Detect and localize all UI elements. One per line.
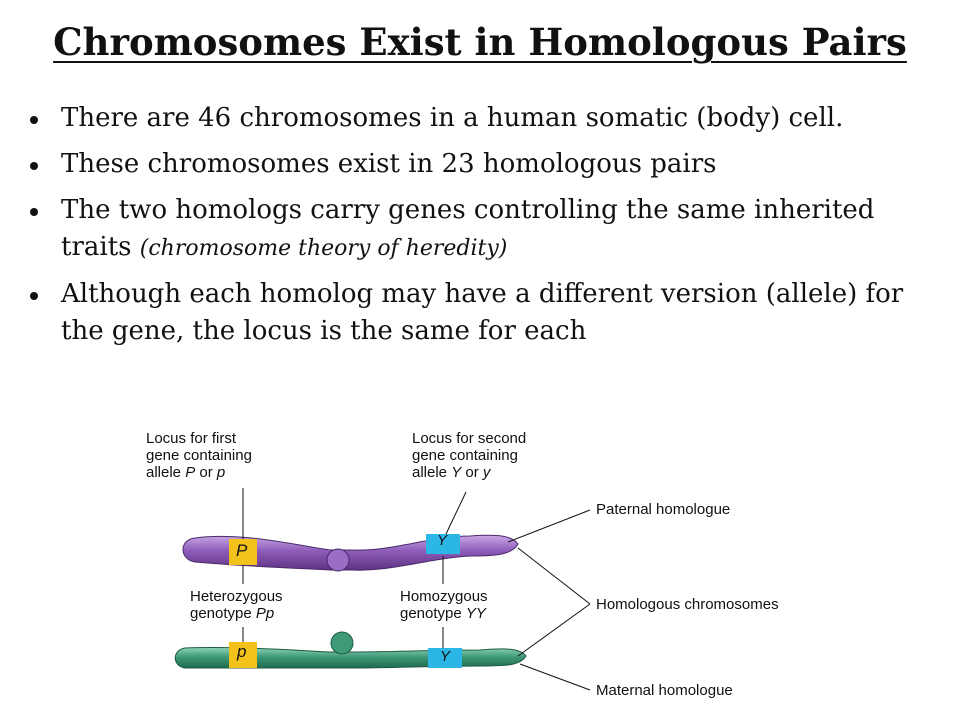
homologous-pointer-top: [518, 548, 590, 604]
locus-second-label: Locus for second gene containing allele Y or y: [412, 430, 527, 481]
bullet-text: There are 46 chromosomes in a human somatic (body) cell.: [61, 103, 844, 133]
maternal-centromere: [331, 632, 353, 654]
homologous-chromosomes-label: Homologous chromosomes: [596, 596, 779, 613]
heterozygous-label: Heterozygous genotype Pp: [190, 588, 283, 622]
paternal-centromere: [327, 549, 349, 571]
locus-first-label: Locus for first gene containing allele P or p: [146, 430, 252, 481]
maternal-label-pointer: [520, 664, 590, 690]
locus-second-pointer: [446, 492, 466, 534]
maternal-allele-letter: Y: [440, 648, 451, 665]
bullet-text: Although each homolog may have a different version (allele) for the gene, the locus is the same for each: [61, 279, 904, 346]
bullet-note: (chromosome theory of heredity): [139, 236, 508, 261]
homozygous-label: Homozygous genotype YY: [400, 588, 488, 622]
paternal-allele-letter: P: [236, 541, 248, 560]
slide-title: Chromosomes Exist in Homologous Pairs: [53, 20, 907, 64]
homologous-pointer-bottom: [518, 604, 590, 656]
paternal-allele-letter: Y: [437, 532, 448, 549]
bullet-text: The two homologs carry genes controlling the same inherited traits: [61, 195, 875, 262]
paternal-homologue-label: Paternal homologue: [596, 501, 731, 518]
maternal-homologue-label: Maternal homologue: [596, 682, 733, 699]
paternal-label-pointer: [508, 510, 590, 542]
bullet-text: These chromosomes exist in 23 homologous pairs: [61, 149, 717, 179]
maternal-allele-letter: p: [237, 642, 247, 661]
